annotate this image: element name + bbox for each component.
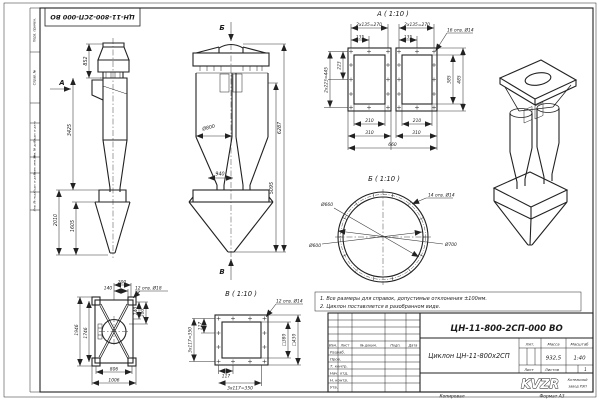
doc-number: ЦН-11-800-2СП-000 ВО	[450, 324, 563, 334]
mass-value: 932,5	[545, 355, 562, 362]
row-utv: Утв.	[330, 384, 338, 390]
support-frame-view	[74, 280, 168, 386]
dim-2010: 2010	[54, 213, 59, 227]
stamp-field-4: Взам. инв. №	[32, 154, 37, 176]
sheet-footer	[439, 394, 564, 400]
row-razrab: Разраб.	[330, 349, 345, 355]
view-arrow-v: В	[219, 268, 225, 276]
top-stamp	[45, 8, 140, 26]
dim-140-top: 140	[103, 286, 113, 292]
top-stamp-doc-number: ЦН-11-800-2СП-000 ВО	[50, 13, 135, 21]
lit-label: Лит.	[525, 341, 535, 347]
dim-210-right: 210	[412, 119, 422, 124]
company-logo: KVZR	[520, 376, 560, 391]
scale-value: 1:40	[573, 355, 586, 362]
format-label: Формат А3	[539, 394, 565, 400]
dim-350-bottom: 3x117=350	[227, 386, 253, 392]
detail-b-holes: 14 отв. Ø14	[428, 193, 455, 199]
title-block	[328, 313, 593, 392]
row-nkontr: Н. контр.	[330, 377, 349, 383]
stamp-column	[33, 18, 37, 211]
note-line-2: 2. Циклон поставляется в разобранном виде.	[320, 304, 441, 310]
dim-270-left: 2x135=270	[356, 23, 382, 28]
company-name-line2: завод РЭП	[568, 384, 587, 389]
detail-a-view	[324, 10, 474, 150]
dim-310-left: 310	[365, 131, 374, 136]
dim-d800: Ø800	[201, 124, 216, 133]
notes	[315, 292, 581, 311]
col-docnum: № докум.	[360, 343, 377, 348]
sheets-label: Листов	[544, 367, 560, 372]
dim-140-right: 140	[134, 306, 139, 316]
dim-sq430: □430	[292, 333, 298, 347]
dim-852: 852	[84, 56, 89, 66]
dim-310-right: 310	[412, 131, 421, 136]
col-izm: Изм.	[329, 343, 337, 348]
view-arrow-b: Б	[219, 24, 225, 32]
dim-200-right: 200	[141, 308, 146, 318]
dim-940: 940	[215, 172, 225, 178]
view-arrow-a: А	[59, 79, 65, 87]
stamp-field-6: Инв. № подл.	[32, 190, 37, 212]
sheet-label: Лист	[524, 367, 534, 372]
col-list: Лист	[340, 343, 350, 348]
dim-445: 2x223=445	[324, 67, 330, 93]
stamp-field-5: Подп. и дата	[32, 172, 37, 193]
isometric-view	[494, 60, 576, 245]
row-tkontr: Т. контр.	[330, 363, 348, 369]
row-prov: Пров.	[330, 356, 342, 362]
dim-1006: 1006	[108, 378, 120, 384]
dim-485: 485	[457, 75, 463, 84]
col-podp: Подп.	[390, 343, 401, 348]
dim-d600: Ø600	[309, 244, 321, 249]
dim-d660: Ø660	[321, 203, 333, 208]
scale-label: Масштаб	[570, 341, 589, 347]
detail-v-holes: 12 отв. Ø14	[276, 299, 303, 305]
dim-sq380: □380	[282, 333, 288, 347]
dim-210-left: 210	[365, 119, 374, 124]
dim-270-right: 2x135=270	[404, 23, 430, 28]
row-nachotd: Нач. отд.	[330, 370, 349, 376]
dim-385: 385	[447, 75, 453, 84]
dim-3425: 3425	[68, 123, 73, 137]
company-name-line1: Котельный	[567, 378, 588, 382]
detail-b-title: Б ( 1:10 )	[368, 175, 400, 183]
dim-117-left: 117	[198, 321, 204, 331]
copied-label: Копировал	[439, 394, 465, 400]
stamp-field-3: Инв. № дубл.	[32, 138, 37, 159]
detail-v-view	[188, 290, 304, 392]
drawing-name: Циклон ЦН-11-800х2СП	[428, 352, 510, 360]
dim-660: 660	[388, 143, 397, 148]
detail-a-title: А ( 1:10 )	[377, 10, 409, 18]
stamp-field-2: Подп. и дата	[32, 121, 37, 142]
stamp-field-0: Перв. примен.	[32, 18, 37, 42]
col-data: Дата	[408, 343, 418, 348]
detail-v-title: В ( 1:10 )	[225, 290, 257, 298]
frame-holes: 12 отв. Ø18	[135, 286, 162, 292]
detail-a-holes: 16 отв. Ø14	[447, 28, 474, 34]
dim-1746: 1746	[84, 327, 89, 339]
dim-1605: 1605	[71, 219, 76, 233]
dim-1946: 1946	[75, 324, 80, 336]
dim-806: 806	[109, 367, 119, 373]
mass-label: Масса	[547, 341, 560, 347]
dim-6287: 6287	[278, 121, 283, 135]
side-view	[50, 38, 130, 258]
dim-200-top: 200	[117, 280, 127, 286]
stamp-field-1: Справ. №	[32, 69, 37, 86]
dim-223: 223	[337, 61, 343, 70]
dim-117-bottom: 117	[221, 374, 231, 380]
dim-d700: Ø700	[445, 243, 457, 248]
dim-5095: 5095	[270, 181, 275, 195]
dim-350-left: 3x117=350	[188, 327, 194, 353]
dim-135-left: 135	[355, 35, 365, 41]
front-view	[189, 22, 286, 280]
detail-b-view	[308, 175, 457, 285]
dim-135-right: 135	[403, 35, 413, 41]
note-line-1: 1. Все размеры для справок, допустимые отклонения ±100мм.	[320, 296, 487, 302]
sheets-value: 1	[584, 367, 587, 372]
